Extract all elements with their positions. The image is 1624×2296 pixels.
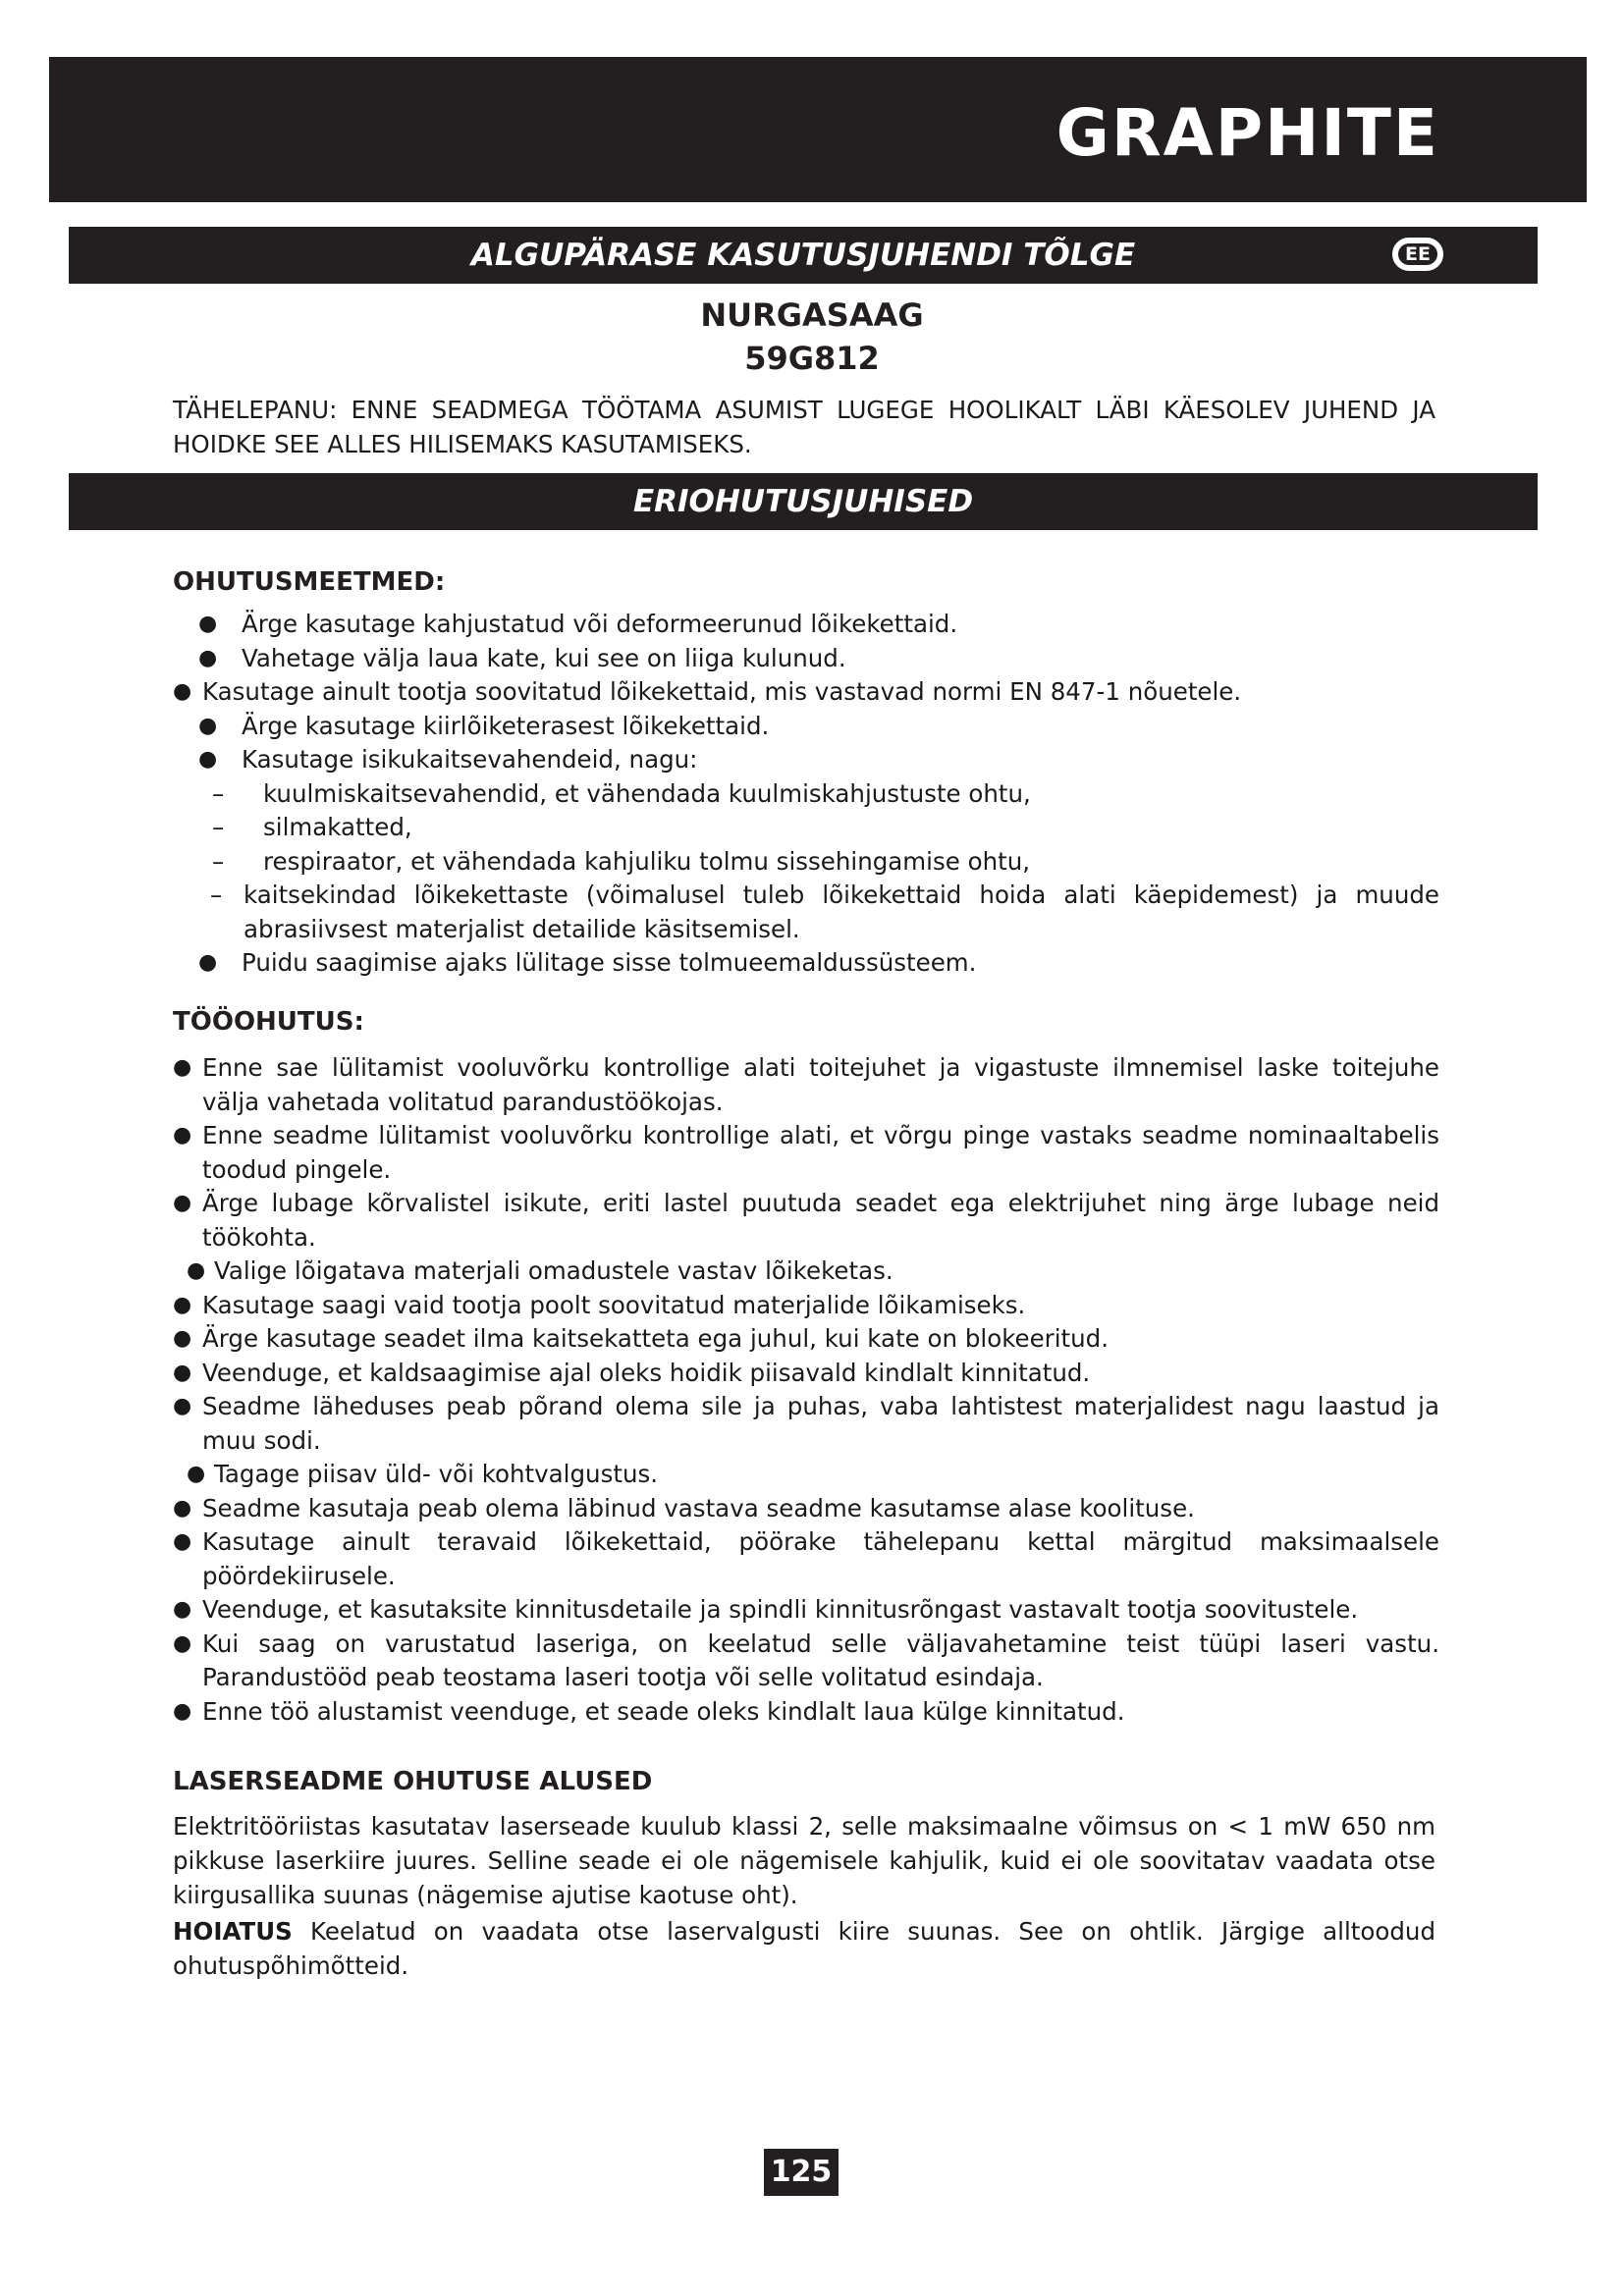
laser-heading: LASERSEADME OHUTUSE ALUSED [173, 1767, 653, 1796]
bullet-icon: ● [198, 950, 218, 975]
product-name: NURGASAAG [700, 296, 924, 334]
warning-text: Keelatud on vaadata otse laservalgusti kiire suunas. See on ohtlik. Järgige alltoodud ohutuspõhimõtteid. [173, 1917, 1435, 1980]
bullet-icon: ● [187, 1258, 206, 1283]
list-item: ● Vahetage välja laua kate, kui see on liiga kulunud. [173, 642, 1439, 676]
list-item: – kuulmiskaitsevahendid, et vähendada kuulmiskahjustuste ohtu, [173, 777, 1439, 812]
list-item: – kaitsekindad lõikekettaste (võimalusel tuleb lõikekettaid hoida alati käepidemest) ja muude abrasiivsest materjalist detailide käsitsemisel. [210, 881, 1439, 943]
list-item: ● Seadme kasutaja peab olema läbinud vastava seadme kasutamse alase koolituse. [173, 1492, 1439, 1526]
translation-band [69, 227, 1538, 284]
list-item: ● Ärge kasutage kiirlõiketerasest lõikekettaid. [173, 710, 1439, 744]
list-item: ● Tagage piisav üld- või kohtvalgustus. [173, 1458, 1439, 1492]
list-item: ● Enne seadme lülitamist vooluvõrku kontrollige alati, et võrgu pinge vastaks seadme nominaaltabelis toodud pingele. [173, 1121, 1439, 1184]
bullet-icon: ● [198, 747, 218, 772]
bullet-icon: ● [173, 1360, 192, 1385]
bullet-icon: ● [173, 1698, 192, 1724]
dash-icon: – [212, 778, 225, 808]
bullet-icon: ● [198, 612, 218, 636]
list-item: ● Veenduge, et kasutaksite kinnitusdetaile ja spindli kinnitusrõngast vastavalt tootja soovitustele. [173, 1593, 1439, 1628]
list-item: ● Kasutage isikukaitsevahendeid, nagu: [173, 743, 1439, 777]
list-item: ● Veenduge, et kaldsaagimise ajal oleks hoidik piisavald kindlalt kinnitatud. [173, 1357, 1439, 1391]
list-item: ● Enne sae lülitamist vooluvõrku kontrollige alati toitejuhet ja vigastuste ilmnemisel laske toitejuhe välja vahetada volitatud parandustöökojas. [173, 1053, 1439, 1116]
bullet-icon: ● [173, 1495, 192, 1521]
brand-logo: GRAPHITE [1056, 95, 1439, 171]
dash-icon: – [210, 881, 223, 909]
bullet-icon: ● [173, 679, 192, 704]
list-item: ● Puidu saagimise ajaks lülitage sisse tolmueemaldussüsteem. [173, 946, 1439, 981]
page-number: 125 [764, 2149, 839, 2196]
safety-heading: OHUTUSMEETMED: [173, 567, 446, 597]
bullet-icon: ● [173, 1597, 192, 1622]
dash-icon: – [212, 813, 225, 841]
bullet-icon: ● [173, 1123, 192, 1148]
list-item: ● Kasutage ainult teravaid lõikekettaid, pöörake tähelepanu kettal märgitud maksimaalsele pöördekiirusele. [173, 1527, 1439, 1590]
bullet-icon: ● [173, 1630, 192, 1656]
list-item: – respiraator, et vähendada kahjuliku tolmu sissehingamise ohtu, [173, 845, 1439, 880]
warning-label: HOIATUS [173, 1917, 293, 1946]
section-band [69, 473, 1538, 530]
product-model: 59G812 [744, 340, 880, 377]
band-title: ALGUPÄRASE KASUTUSJUHENDI TÕLGE [470, 238, 1136, 273]
work-safety-list [173, 1051, 1439, 1729]
bullet-icon: ● [173, 1326, 192, 1351]
bullet-icon: ● [173, 1529, 192, 1554]
list-item: ● Ärge kasutage kahjustatud või deformeerunud lõikekettaid. [173, 608, 1439, 642]
language-badge [1392, 238, 1443, 271]
laser-warning [173, 1914, 1435, 1983]
bullet-icon: ● [187, 1462, 206, 1486]
language-badge-label: EE [1398, 243, 1437, 265]
section-band-title: ERIOHUTUSJUHISED [632, 484, 974, 519]
list-item: ● Kasutage saagi vaid tootja poolt soovitatud materjalide lõikamiseks. [173, 1289, 1439, 1323]
list-item: ● Kui saag on varustatud laseriga, on keelatud selle väljavahetamine teist tüüpi laseri vastu. Parandustööd peab teostama laseri tootja või selle volitatud esindaja. [173, 1629, 1439, 1691]
bullet-icon: ● [198, 713, 218, 738]
list-item: – silmakatted, [173, 811, 1439, 845]
bullet-icon: ● [173, 1191, 192, 1215]
list-item: ● Ärge kasutage seadet ilma kaitsekatteta ega juhul, kui kate on blokeeritud. [173, 1322, 1439, 1357]
notice-text: TÄHELEPANU: ENNE SEADMEGA TÖÖTAMA ASUMIST LUGEGE HOOLIKALT LÄBI KÄESOLEV JUHEND JA HOIDKE SEE ALLES HILISEMAKS KASUTAMISEKS. [173, 396, 1435, 458]
bullet-icon: ● [173, 1394, 192, 1418]
top-header-bar [49, 57, 1587, 202]
bullet-icon: ● [198, 645, 218, 670]
bullet-icon: ● [173, 1292, 192, 1317]
dash-icon: – [212, 846, 225, 876]
work-safety-heading: TÖÖOHUTUS: [173, 1007, 364, 1037]
list-item: ● Ärge lubage kõrvalistel isikute, eriti lastel puutuda seadet ega elektrijuhet ning ärge lubage neid töökohta. [173, 1189, 1439, 1252]
bullet-icon: ● [173, 1055, 192, 1080]
safety-list [173, 608, 1439, 981]
list-item: ● Seadme läheduses peab põrand olema sile ja puhas, vaba lahtistest materjalidest nagu laastud ja muu sodi. [173, 1392, 1439, 1455]
list-item: ● Valige lõigatava materjali omadustele vastav lõikeketas. [173, 1255, 1439, 1289]
laser-paragraph: Elektritööriistas kasutatav laserseade kuulub klassi 2, selle maksimaalne võimsus on < 1 mW 650 nm pikkuse laserkiire juures. Selline seade ei ole nägemisele kahjulik, kuid ei ole soovitatav vaadata otse kiirgusallika suunas (nägemise ajutise kaotuse oht). [173, 1812, 1435, 1909]
list-item: ● Enne töö alustamist veenduge, et seade oleks kindlalt laua külge kinnitatud. [173, 1695, 1439, 1730]
list-item: ● Kasutage ainult tootja soovitatud lõikekettaid, mis vastavad normi EN 847-1 nõuetele. [173, 675, 1439, 710]
